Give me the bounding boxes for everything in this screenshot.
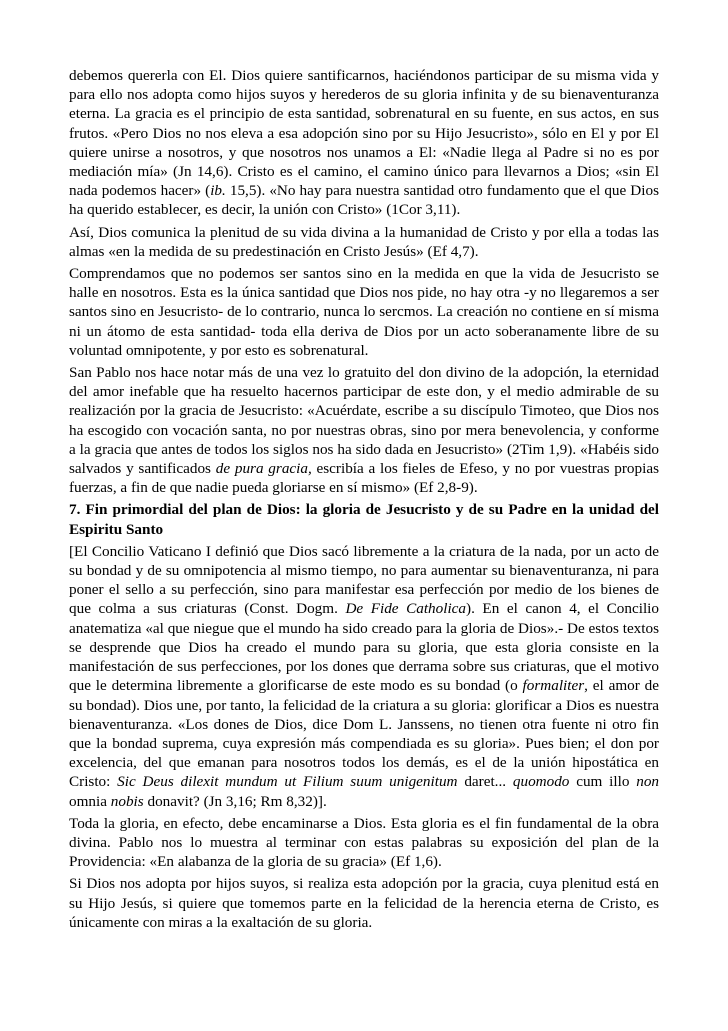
p4-text-a: San Pablo nos hace notar más de una vez lo gratuito del don divino de la adopción, la eternidad del amor inefable que ha resuelto hacernos participar de este don, y el medio admirable de su realización por la gracia de Jesucristo: «Acuérdate, escribe a su discípulo Timoteo, que Dios nos ha escogido con vocación santa, no por nuestras obras, sino por mera benevolencia, y conforme a la gracia que antes de todos los siglos nos ha sido dada en Jesucristo» (2Tim 1,9). «Habéis sido salvados y santificados	[69, 364, 659, 478]
p5-text-g: donavit? (Jn 3,16; Rm 8,32)].	[143, 792, 327, 810]
p5-text-c: , el amor de su bondad). Dios une, por tanto, la felicidad de la criatura a su gloria: glorificar a Dios es nuestra bienaventuranza. «Los dones de Dios, dice Dom L. Janssens, no tienen otra fuente ni otro fin que la bondad suprema, cuya expresión más compendiada es su gloria». Pues bien; el don por excelencia, del que emanan para nosotros todos los demás, es el de la unión hipostática en Cristo:	[69, 677, 659, 791]
p5-quomodo: quomodo	[512, 773, 570, 791]
p5-text-f: omnia	[69, 792, 111, 810]
p1-text: debemos quererla con El. Dios quiere santificarnos, haciéndonos participar de su misma vida y para ello nos adopta como hijos suyos y herederos de su gloria infinita y de su bienaventuranza eterna. La gracia es el principio de esta santidad, sobrenatural en su fuente, en sus actos, en sus frutos. «Pero Dios no nos eleva a esa adopción sino por su Hijo Jesucristo», sólo en El y por El quiere unirse a nosotros, y que nosotros nos unamos a El: «Nadie llega al Padre si no es por mediación mía» (Jn 14,6). Cristo es el camino, el camino único para llevarnos a Dios; «sin El nada podemos hacer» (	[69, 67, 659, 200]
p5-nobis: nobis	[110, 792, 144, 810]
p4-pura-gracia: de pura gracia,	[215, 460, 312, 478]
p5-text-d: daret...	[457, 773, 513, 791]
p6-text: Toda la gloria, en efecto, debe encaminarse a Dios. Esta gloria es el fin fundamental de la obra divina. Pablo nos lo muestra al terminar con estas palabras su exposición del plan de la Providencia: «En alabanza de la gloria de su gracia» (Ef 1,6).	[69, 814, 659, 871]
p3-text: Comprendamos que no podemos ser santos sino en la medida en que la vida de Jesucristo se halle en nosotros. Esta es la única santidad que Dios nos pide, no hay otra -y no llegaremos a ser santos sino en Jesucristo- de lo contrario, nunca lo sercmos. La creación no contiene en sí misma ni un átomo de esta santidad- toda ella deriva de Dios por un acto soberanamente libre de su voluntad omnipotente, y por esto es sobrenatural.	[69, 265, 659, 359]
p5-non: non	[636, 773, 659, 791]
p1-ib: ib.	[210, 182, 226, 200]
p2-text: Así, Dios comunica la plenitud de su vida divina a la humanidad de Cristo y por ella a todas las almas «en la medida de su predestinación en Cristo Jesús» (Ef 4,7).	[69, 223, 659, 260]
paragraph-1	[69, 66, 659, 220]
paragraph-5	[69, 542, 659, 811]
section-heading: 7. Fin primordial del plan de Dios: la gloria de Jesucristo y de su Padre en la unidad del Espiritu Santo	[69, 501, 659, 538]
p5-de-fide-catholica: De Fide Catholica	[345, 600, 467, 618]
p4-text-b: escribía a los fieles de Efeso, y no por vuestras propias fuerzas, a fin de que nadie pueda gloriarse en sí mismo» (Ef 2,8-9).	[69, 460, 659, 497]
p5-text-a: [El Concilio Vaticano I definió que Dios sacó libremente a la criatura de la nada, por un acto de su bondad y de su omnipotencia al mismo tiempo, no para aumentar su bienaventuranza, ni para poner el sello a su perfección, sino para manifestar esa perfección por medio de los bienes de que colma a sus criaturas (Const. Dogm.	[69, 542, 659, 618]
paragraph-4	[69, 363, 659, 497]
paragraph-6	[69, 814, 659, 872]
p7-text: Si Dios nos adopta por hijos suyos, si realiza esta adopción por la gracia, cuya plenitud está en su Hijo Jesús, si quiere que tomemos parte en la felicidad de la herencia eterna de Cristo, es únicamente con miras a la exaltación de su gloria.	[69, 875, 659, 931]
p5-text-b: ). En el canon 4, el Concilio anatematiza «al que niegue que el mundo ha sido creado para la gloria de Dios».- De estos textos se desprende que Dios ha creado el mundo para su gloria, que esta gloria consiste en la manifestación de sus perfecciones, por los dones que derrama sobre sus criaturas, que el motivo que le determina libremente a glorificarse de este modo es su bondad (o	[69, 600, 659, 695]
p5-formaliter: formaliter	[522, 677, 585, 695]
paragraph-7	[69, 874, 659, 932]
p5-sic-deus: Sic Deus dilexit mundum ut Filium suum unigenitum	[117, 773, 458, 791]
p1-end: 15,5). «No hay para nuestra santidad otro fundamento que el que Dios ha querido establecer, es decir, la unión con Cristo» (1Cor 3,11).	[69, 182, 659, 219]
p5-text-e: cum illo	[569, 773, 637, 791]
paragraph-3	[69, 264, 659, 360]
paragraph-2	[69, 223, 659, 261]
